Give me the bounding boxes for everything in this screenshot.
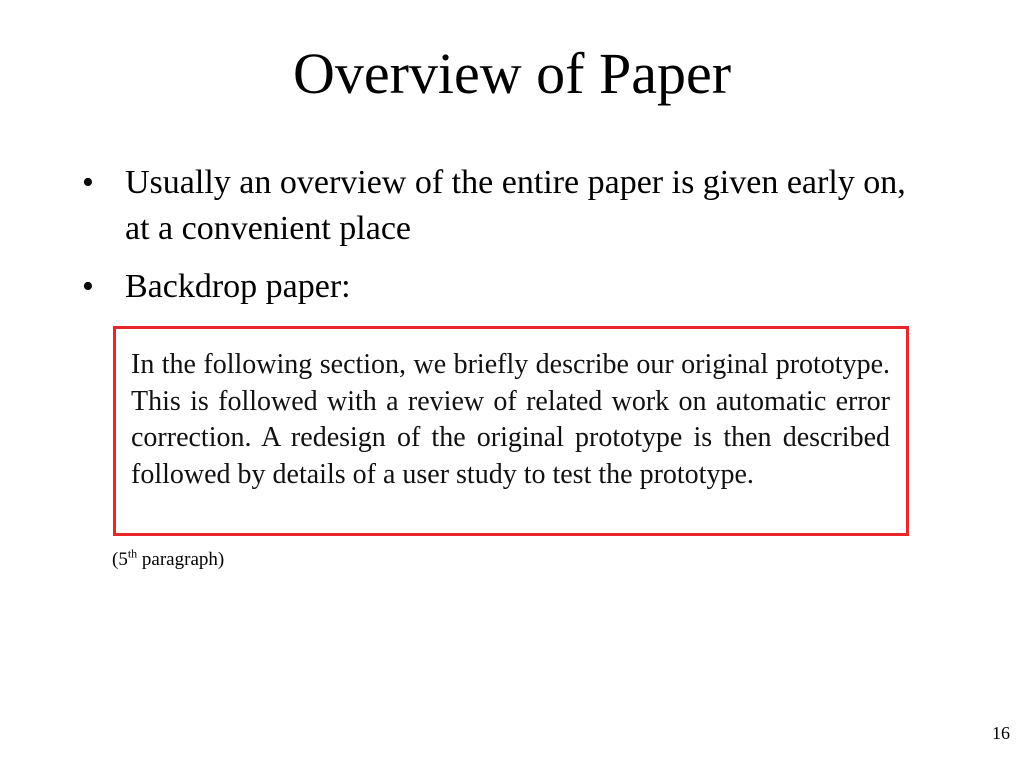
bullet-text: Backdrop paper:: [125, 268, 351, 305]
bullet-item-backdrop: [80, 264, 910, 310]
bullet-icon: •: [82, 164, 94, 201]
caption-suffix: paragraph): [137, 549, 225, 570]
bullet-item-overview: [80, 160, 910, 252]
bullet-list: [80, 160, 910, 322]
paper-excerpt-box: [113, 326, 909, 536]
bullet-text: Usually an overview of the entire paper is given early on, at a convenient place: [125, 164, 906, 247]
bullet-icon: •: [82, 268, 94, 305]
caption-superscript: th: [127, 546, 138, 561]
caption-prefix: (5: [112, 549, 128, 570]
paper-excerpt-text: In the following section, we briefly describe our original prototype. This is followed with a review of related work on automatic error correction. A redesign of the original prototype is then described followed by details of a user study to test the prototype.: [131, 349, 890, 490]
page-number: 16: [992, 723, 1010, 743]
excerpt-caption: [112, 548, 224, 572]
slide-title: Overview of Paper: [292, 41, 732, 106]
